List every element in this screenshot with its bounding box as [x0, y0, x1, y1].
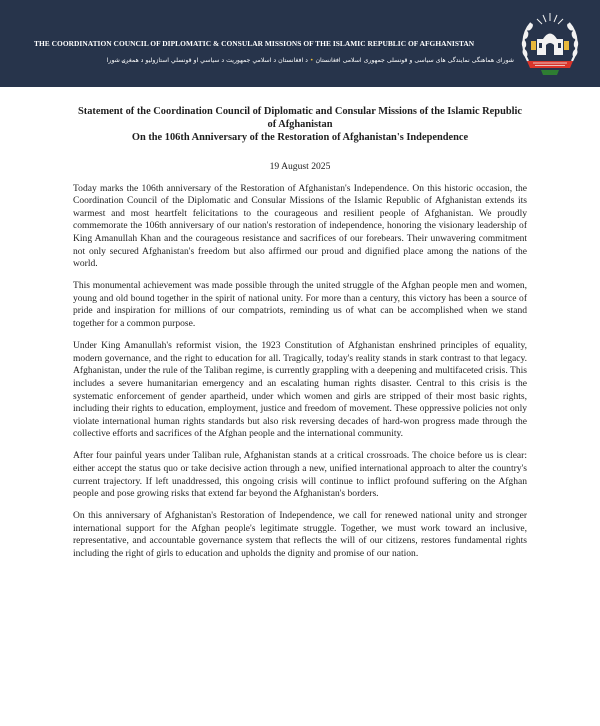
paragraph: This monumental achievement was made possible through the united struggle of the Afghan people men and women, young and old bound together in the spirit of national unity. For more than a century, this victory has been a source of pride and inspiration for millions of our compatriots, reminding us of what can be accomplished when we stand together for a common purpose. [73, 280, 527, 330]
council-name-dari: شورای هماهنگی نمایندگی های سیاسی و قونسلی جمهوری اسلامی افغانستان [315, 57, 514, 64]
statement-title-line1: Statement of the Coordination Council of Diplomatic and Consular Missions of the Islamic Republic of Afghanistan [77, 106, 523, 131]
paragraph: After four painful years under Taliban rule, Afghanistan stands at a critical crossroads. The choice before us is clear: either accept the status quo or take decisive action through a new, unified international approach to alter the country's current trajectory. If left unaddressed, this ongoing crisis will continue to inflict profound suffering on the Afghan people and pose growing risks that extend far beyond the Afghanistan's borders. [73, 450, 527, 500]
paragraph: Under King Amanullah's reformist vision, the 1923 Constitution of Afghanistan enshrined principles of equality, modern governance, and the right to education for all. Tragically, today's reality stands in stark contrast to that legacy. Afghanistan, under the rule of the Taliban regime, is currently grappling with a deepening and multifaceted crisis. This includes a severe humanitarian emergency and an escalating human rights disaster. Central to this crisis is the systematic enforcement of gender apartheid, under which women and girls are stripped of their most basic rights, including their rights to education, employment, justice and freedom of movement. These oppressive policies not only violate international human rights standards but also risk reversing decades of hard-won progress made through the collective efforts and sacrifices of the Afghan people and the international community. [73, 340, 527, 440]
council-name-pashto: د افغانستان د اسلامي جمهوریت د سیاسي او قونسلي استازولیو د همغږۍ شورا [106, 57, 308, 64]
statement-title-line2: On the 106th Anniversary of the Restoration of Afghanistan's Independence [131, 132, 469, 144]
statement-date: 19 August 2025 [269, 160, 331, 172]
council-name-local [107, 57, 514, 64]
letterhead-banner [0, 0, 600, 87]
separator-dot: • [309, 57, 314, 64]
council-name-english: THE COORDINATION COUNCIL OF DIPLOMATIC & CONSULAR MISSIONS OF THE ISLAMIC REPUBLIC OF AFGHANISTAN [34, 39, 475, 48]
paragraph: On this anniversary of Afghanistan's Restoration of Independence, we call for renewed national unity and stronger international support for the Afghan people's legitimate struggle. Together, we must work toward an inclusive, representative, and accountable governance system that reflects the will of our citizens, restores fundamental rights including the right of girls to education and upholds the dignity and promise of our nation. [73, 510, 527, 560]
statement-title [73, 105, 527, 145]
paragraph: Today marks the 106th anniversary of the Restoration of Afghanistan's Independence. On this historic occasion, the Coordination Council of the Diplomatic and Consular Missions of the Islamic Republic of Afghanistan extends its warmest and most heartfelt felicitations to the courageous and resilient people of Afghanistan. We proudly commemorate the 106th anniversary of our nation's restoration of independence, honoring the visionary leadership of King Amanullah Khan and the courageous resistance and sacrifices of our forebears. Their unwavering commitment not only secured Afghanistan's freedom but also affirmed our proud and dignified place among the nations of the world. [73, 182, 527, 270]
afghanistan-national-emblem-icon [519, 11, 581, 77]
statement-body [73, 105, 527, 570]
